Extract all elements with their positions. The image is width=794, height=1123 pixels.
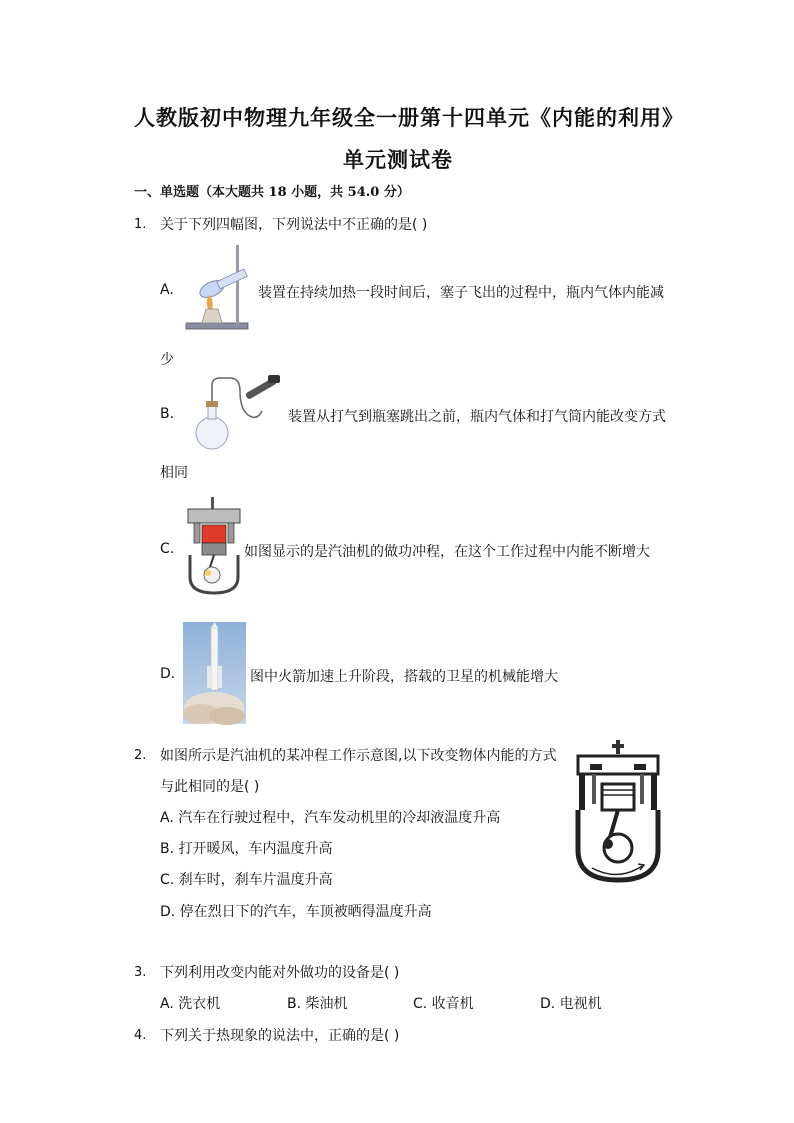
- q1-option-d-text: 图中火箭加速上升阶段，搭载的卫星的机械能增大: [250, 669, 558, 685]
- air-pump-bottle-figure: [182, 373, 288, 453]
- q3-stem: 下列利用改变内能对外做功的设备是( ): [160, 965, 400, 981]
- q2-option-c: C. 刹车时，刹车片温度升高: [160, 872, 333, 888]
- engine-compression-stroke-figure: [572, 740, 664, 886]
- section-heading: 一、单选题（本大题共 18 小题，共 54.0 分）: [134, 185, 410, 200]
- q3-option-c: C. 收音机: [413, 996, 474, 1012]
- q4-stem: 下列关于热现象的说法中，正确的是( ): [160, 1028, 400, 1044]
- flask-heating-figure: [184, 243, 254, 333]
- q3-option-a: A. 洗衣机: [160, 996, 221, 1012]
- q1-option-c-label: C.: [160, 541, 175, 557]
- q1-option-b-text: 装置从打气到瓶塞跳出之前，瓶内气体和打气筒内能改变方式: [288, 409, 666, 425]
- q1-option-c-text: 如图显示的是汽油机的做功冲程，在这个工作过程中内能不断增大: [244, 544, 650, 560]
- q3-option-b: B. 柴油机: [287, 996, 348, 1012]
- rocket-launch-photo: [183, 622, 246, 724]
- q1-option-a-text: 装置在持续加热一段时间后，塞子飞出的过程中，瓶内气体内能减: [258, 285, 664, 301]
- q1-option-a-cont: 少: [160, 352, 174, 368]
- q3-number: 3.: [134, 965, 147, 980]
- page-title-line1: 人教版初中物理九年级全一册第十四单元《内能的利用》: [134, 105, 684, 130]
- q2-number: 2.: [134, 748, 147, 763]
- q1-option-a-label: A.: [160, 282, 174, 298]
- q1-number: 1.: [134, 217, 147, 232]
- q2-option-a: A. 汽车在行驶过程中，汽车发动机里的冷却液温度升高: [160, 810, 501, 826]
- q2-option-d: D. 停在烈日下的汽车，车顶被晒得温度升高: [160, 904, 432, 920]
- q2-stem-line2: 与此相同的是( ): [160, 779, 260, 795]
- q1-stem: 关于下列四幅图，下列说法中不正确的是( ): [160, 217, 428, 233]
- q2-stem-line1: 如图所示是汽油机的某冲程工作示意图,以下改变物体内能的方式: [160, 748, 557, 764]
- q1-option-d-label: D.: [160, 666, 176, 682]
- q4-number: 4.: [134, 1028, 147, 1043]
- q1-option-b-label: B.: [160, 406, 175, 422]
- q1-option-b-cont: 相同: [160, 465, 188, 481]
- q2-option-b: B. 打开暖风，车内温度升高: [160, 841, 333, 857]
- page-title-line2: 单元测试卷: [343, 147, 453, 172]
- engine-power-stroke-figure: [184, 497, 244, 597]
- q3-option-d: D. 电视机: [540, 996, 602, 1012]
